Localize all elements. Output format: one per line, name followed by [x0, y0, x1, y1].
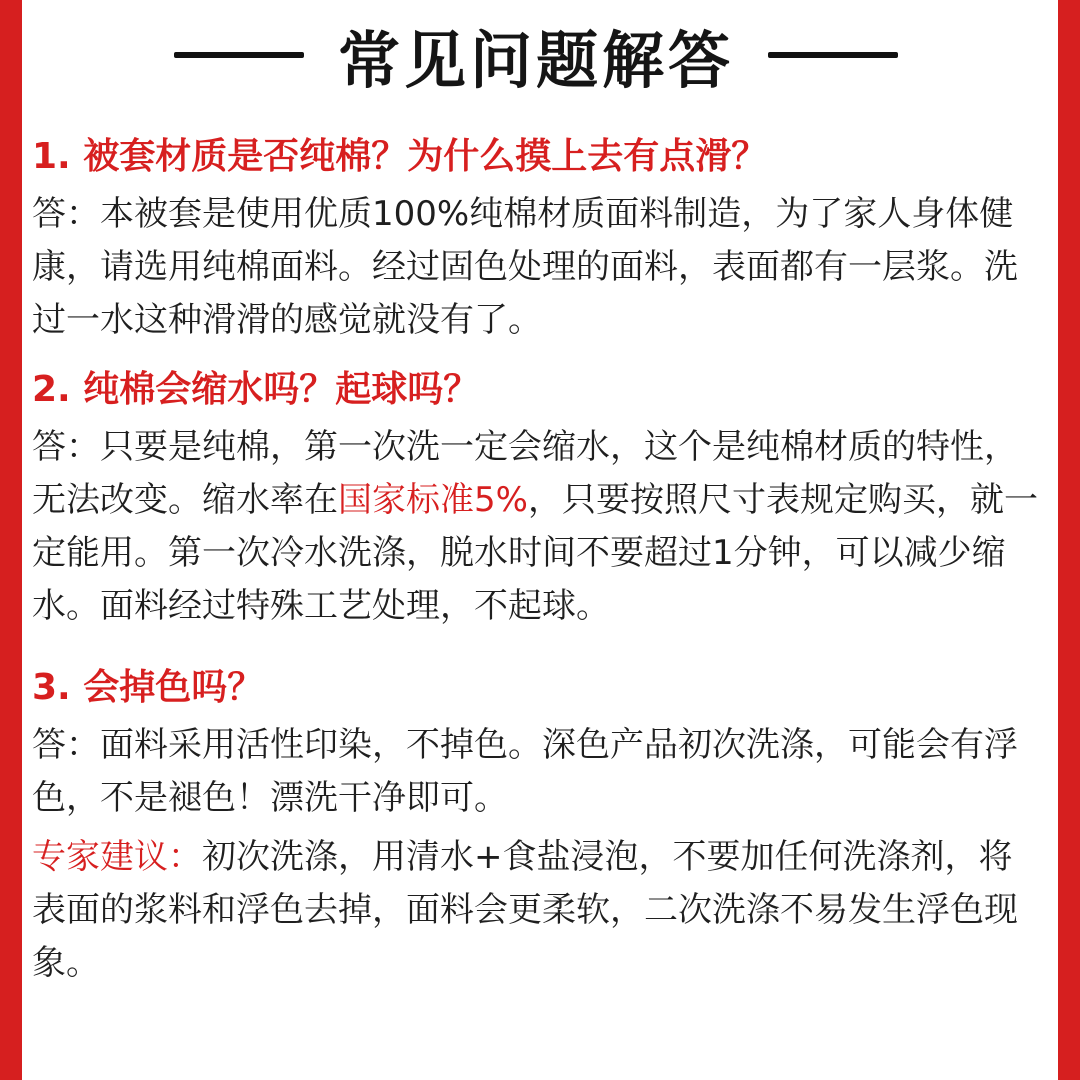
title-row — [32, 0, 1040, 110]
answer-2-part-1: 答：只要是纯棉，第一次洗一定会缩水，这个是纯棉材质的特性，无法改变。缩水率在 — [32, 427, 1018, 520]
expert-advice — [32, 831, 1040, 990]
answer-2 — [32, 421, 1040, 633]
question-2: 2. 纯棉会缩水吗？起球吗？ — [32, 369, 480, 410]
question-3: 3. 会掉色吗？ — [32, 667, 264, 708]
title-right-rule — [768, 52, 898, 58]
faq-item-2 — [32, 361, 1040, 633]
expert-advice-label: 专家建议： — [32, 837, 202, 877]
faq-item-3 — [32, 659, 1040, 990]
question-1: 1. 被套材质是否纯棉？为什么摸上去有点滑？ — [32, 136, 768, 177]
expert-advice-text: 初次洗涤，用清水+食盐浸泡，不要加任何洗涤剂，将表面的浆料和浮色去掉，面料会更柔软，二次洗涤不易发生浮色现象。 — [32, 837, 1018, 983]
answer-2-highlight: 国家标准5% — [338, 480, 528, 520]
answer-3: 答：面料采用活性印染，不掉色。深色产品初次洗涤，可能会有浮色，不是褪色！漂洗干净即可。 — [32, 725, 1018, 818]
answer-1: 答：本被套是使用优质100%纯棉材质面料制造，为了家人身体健康，请选用纯棉面料。经过固色处理的面料，表面都有一层浆。洗过一水这种滑滑的感觉就没有了。 — [32, 194, 1018, 340]
faq-page — [22, 0, 1058, 1080]
page-title: 常见问题解答 — [337, 23, 734, 97]
faq-item-1 — [32, 128, 1040, 347]
answer-2-part-2: ，只要按照尺寸表规定购买，就一定能用。第一次冷水洗涤，脱水时间不要超过1分钟，可以减少缩水。面料经过特殊工艺处理，不起球。 — [32, 480, 1038, 626]
right-red-border — [1058, 0, 1080, 1080]
left-red-border — [0, 0, 22, 1080]
title-left-rule — [174, 52, 304, 58]
